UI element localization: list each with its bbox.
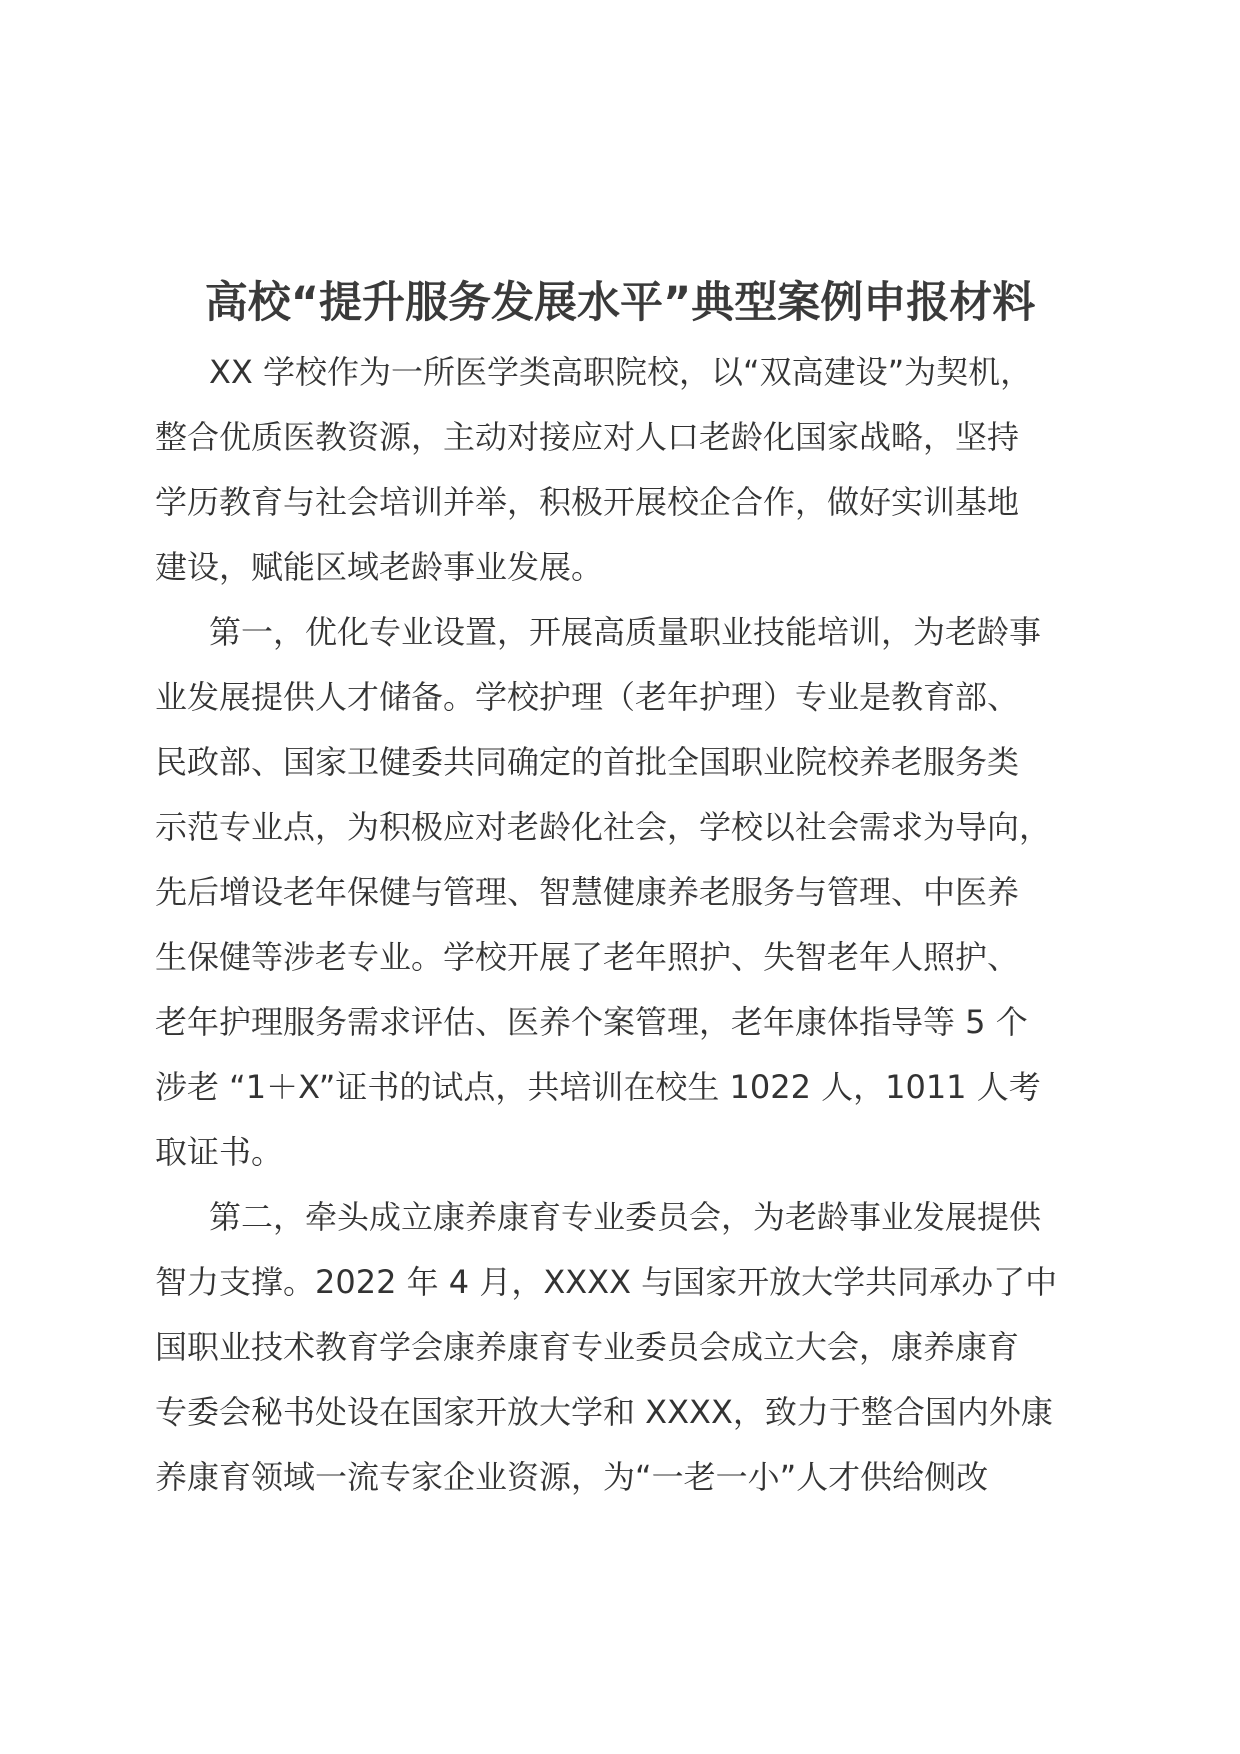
paragraph-second	[155, 1185, 1095, 1510]
text-line: XX 学校作为一所医学类高职院校，以“双高建设”为契机，	[209, 353, 1033, 391]
text-line: 智力支撑。2022 年 4 月，XXXX 与国家开放大学共同承办了中	[155, 1263, 1058, 1301]
text-line: 老年护理服务需求评估、医养个案管理，老年康体指导等 5 个	[155, 1003, 1028, 1041]
paragraph-intro	[155, 340, 1095, 600]
text-line: 建设，赋能区域老龄事业发展。	[155, 548, 604, 586]
paragraph-first	[155, 600, 1095, 1185]
text-line: 示范专业点，为积极应对老龄化社会，学校以社会需求为导向，	[155, 808, 1052, 846]
text-line: 业发展提供人才储备。学校护理（老年护理）专业是教育部、	[155, 678, 1020, 716]
text-line: 取证书。	[155, 1133, 284, 1171]
text-line: 专委会秘书处设在国家开放大学和 XXXX，致力于整合国内外康	[155, 1393, 1053, 1431]
document-body	[155, 340, 1095, 1510]
text-line: 第二，牵头成立康养康育专业委员会，为老龄事业发展提供	[209, 1198, 1042, 1236]
text-line: 先后增设老年保健与管理、智慧健康养老服务与管理、中医养	[155, 873, 1020, 911]
text-line: 生保健等涉老专业。学校开展了老年照护、失智老年人照护、	[155, 938, 1020, 976]
text-line: 民政部、国家卫健委共同确定的首批全国职业院校养老服务类	[155, 743, 1020, 781]
text-line: 整合优质医教资源，主动对接应对人口老龄化国家战略，坚持	[155, 418, 1020, 456]
text-line: 国职业技术教育学会康养康育专业委员会成立大会，康养康育	[155, 1328, 1020, 1366]
text-line: 涉老 “1＋X”证书的试点，共培训在校生 1022 人，1011 人考	[155, 1068, 1041, 1106]
text-line: 养康育领域一流专家企业资源，为“一老一小”人才供给侧改	[155, 1458, 989, 1496]
document-title: 高校“提升服务发展水平”典型案例申报材料	[204, 277, 1036, 328]
text-line: 第一，优化专业设置，开展高质量职业技能培训，为老龄事	[209, 613, 1042, 651]
text-line: 学历教育与社会培训并举，积极开展校企合作，做好实训基地	[155, 483, 1020, 521]
